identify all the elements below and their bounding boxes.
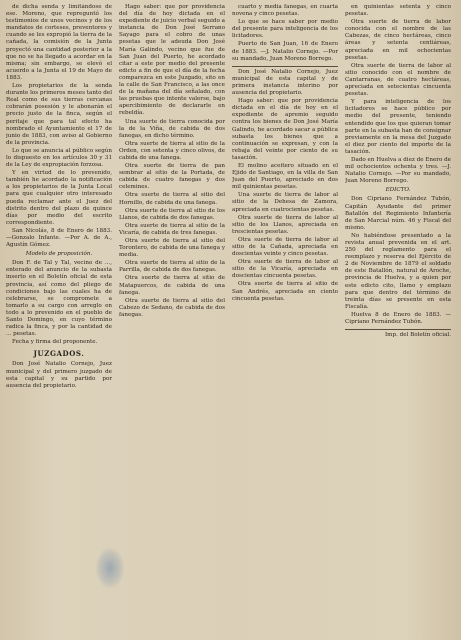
paragraph: Otra suerte de tierra de labor al sitio conocido con el nombre de Cantarranas, de cuatro hectáreas, apreciada en setecientas cincuenta pesetas. <box>345 62 451 98</box>
section-subheading: EDICTO. <box>385 187 411 194</box>
text-columns <box>6 4 455 640</box>
paragraph: Otra suerte de tierra al sitio de los Llanos, de cabida de dos fanegas. <box>119 207 225 221</box>
paragraph: San Nicolás, 8 de Enero de 1883. —Gonzalo Infante. —Por A. de A., Agustín Gómez. <box>6 227 112 249</box>
paragraph: Don Cipriano Fernández Tubón, Capitán Ayudante del primer Batallón del Regimiento Infantería de San Marcial núm. 46 y Fiscal del mismo. <box>345 196 451 231</box>
paragraph: Otra suerte de tierra al sitio del Torontero, de cabida de una fanega y media. <box>119 238 225 259</box>
divider <box>232 66 338 67</box>
paragraph: Otra suerte de tierra al sitio de la Orden, con setenta y cinco olivos, de cabida de una fanega. <box>119 140 225 161</box>
paragraph: Don José Natalio Cornejo, Juez municipal de esta capital y de primera instancia interino por ausencia del propietario. <box>232 68 338 97</box>
paragraph: Dado en Huelva a diez de Enero de mil ochocientos ochenta y tres. —J. Natalio Cornejo. —Por su mandado, Juan Moreno Borrego. <box>345 156 451 185</box>
paragraph: Y en virtud de lo prevenido, también he acordado la notificación a los propietarios de la Junta Local para que cualquier otro interesado pueda reclamar ante el Juez del distrito dentro del plazo de quince días por medio del escrito correspondiente. <box>6 170 112 226</box>
paragraph: Don José Natalio Cornejo, Juez municipal y del primero juzgado de esta capital y su partido por ausencia del propietario. <box>6 361 112 389</box>
paragraph: Los propietarios de la senda durante los primeros meses tanto del Real como de sus tierras cercanas cobrarán posesión y le abonarán el precio justo de la finca, según el peritaje que para tal efecto ha nombrado el Ayuntamiento el 17 de junio de 1883, con aviso al Gobierno de la provincia. <box>6 83 112 146</box>
paragraph: Otra suerte de tierra de pan sembrar al sitio de la Portada, de cabida de cuatro fanegas y dos celemines. <box>119 163 225 191</box>
paragraph: Y para inteligencia de los licitadores se hace público por medio del presente, teniendo entendido que los que quieran tomar parte en la subasta han de consignar previamente en la mesa del Juzgado el diez por ciento del importe de la tasación. <box>345 99 451 155</box>
paragraph: Otra suerte de tierra al sitio de Matapuercos, de cabida de una fanega. <box>119 275 225 296</box>
paragraph: Otra suerte de tierra de labor al sitio de la Cañada, apreciada en doscientas veinte y cinco pesetas. <box>232 236 338 258</box>
paragraph: Una suerte de tierra de labor al sitio de la Dehesa de Zamora, apreciada en cuatrocientas pesetas. <box>232 192 338 213</box>
column-1 <box>6 4 112 640</box>
column-3 <box>232 4 338 640</box>
column-4 <box>345 4 451 640</box>
paragraph: Hago saber: que por providencia dictada en el día de hoy en el expediente de apremio seguido contra los bienes de Don José María Galindo, he acordado sacar a pública subasta los bienes que a continuación se expresan, y con la rebaja del veinte por ciento de su tasación. <box>232 98 338 161</box>
paragraph: Otra suerte de tierra de labor al sitio de la Vicaría, apreciada en doscientas cincuenta pesetas. <box>232 259 338 280</box>
paragraph: Lo que se hace saber por medio del presente para inteligencia de los licitadores. <box>232 19 338 40</box>
paragraph: Otra suerte de tierra al sitio del Hornillo, de cabida de una fanega. <box>119 192 225 206</box>
paragraph: Otra suerte de tierra al sitio de la Vicaría, de cabida de tres fanegas. <box>119 222 225 236</box>
paragraph: Huelva 8 de Enero de 1883. —Cipriano Fernández Tubón. <box>345 311 451 326</box>
paragraph: No habiéndose presentado a la revista anual prevenida en el art. 250 del reglamento para el reemplazo y reserva del Ejército de 2 de Noviembre de 1879 el soldado de este Batallón, natural de Aroche, provincia de Huelva, y a quien por este edicto cito, llamo y emplazo para que dentro del término de treinta días se presente en esta Fiscalía. <box>345 232 451 310</box>
column-2 <box>119 4 225 640</box>
paragraph: Otra suerte de tierra al sitio de San Andrés, apreciada en ciento cincuenta pesetas. <box>232 281 338 302</box>
divider <box>345 329 451 330</box>
paragraph: Otra suerte de tierra al sitio de la Parrilla, de cabida de dos fanegas. <box>119 260 225 274</box>
paragraph: Puerto de San Juan, 16 de Enero de 1883. —J. Natalio Cornejo. —Por su mandado, Juan Moreno Borrego. <box>232 41 338 62</box>
paragraph: Otra suerte de tierra al sitio del Cabezo de Sedano, de cabida de dos fanegas. <box>119 297 225 318</box>
paragraph: Hago saber: que por providencia del día de hoy dictada en el expediente de juicio verbal seguido a instancia de Don José Serrano Sayago para el cobro de unas pesetas que le adeuda Don José María Galindo, vecino que fue de San Juan del Puerto, he acordado citar a este por medio del presente edicto a fin de que el día de la fecha comparezca en este Juzgado, sito en la calle de San Francisco, a las once de la mañana del día señalado, con las pruebas que intente valerse, bajo apercibimiento de declararle en rebeldía. <box>119 4 225 117</box>
paragraph: Don F. de Tal y Tal, vecino de ..., enterado del anuncio de la subasta inserto en el Boletín oficial de esta provincia, así como del pliego de condiciones bajo las cuales ha de celebrarse, se compromete a tomarlo a su cargo con arreglo en todo a lo prevenido en el pueblo de Santo Domingo, en cuyo término radica la finca, y por la cantidad de ... pesetas. <box>6 260 112 338</box>
paragraph: Una suerte de tierra conocida por la de la Viña, de cabida de dos fanegas, en dicho término. <box>119 118 225 139</box>
paragraph: Lo que se anuncia al público según lo dispuesto en los artículos 30 y 31 de la Ley de expropiación forzosa. <box>6 147 112 169</box>
paragraph: en quinientas setenta y cinco pesetas. <box>345 4 451 18</box>
paragraph: de dicha senda y limitándose de ese. Moreno, que repreguntó los testimonios de unos vecinos y de los mandatos de corteses, preventores y cuando se les expropió la tierra de la cañada, la comisión de la Junta proyectó una cantidad posterior a la que no se ha llegado a acordar en la misma; sin embargo, se elevó el acuerdo a la Junta el 19 de Mayo de 1883. <box>6 4 112 81</box>
ink-stain <box>96 548 124 588</box>
paragraph: Otra suerte de tierra de labor conocida con el nombre de las Cabezas, de cinco hectáreas, cinco áreas y setenta centiáreas, apreciada en mil ochocientas pesetas. <box>345 19 451 61</box>
section-subheading: Modelo de proposición. <box>25 251 93 258</box>
paragraph: Otra suerte de tierra de labor al sitio de los Llanos, apreciada en trescientas pesetas. <box>232 214 338 235</box>
printer-notice: Imp. del Boletín oficial. <box>384 332 451 339</box>
paragraph: cuarto y media fanegas, en cuarta novena y cinco pesetas. <box>232 4 338 18</box>
paragraph: El molino aceitero situado en el Ejido de Santiago, en la villa de San Juan del Puerto, apreciado en dos mil quinientas pesetas. <box>232 162 338 191</box>
paragraph: Fecha y firma del proponente. <box>12 339 98 346</box>
section-heading: JUZGADOS. <box>33 349 85 359</box>
